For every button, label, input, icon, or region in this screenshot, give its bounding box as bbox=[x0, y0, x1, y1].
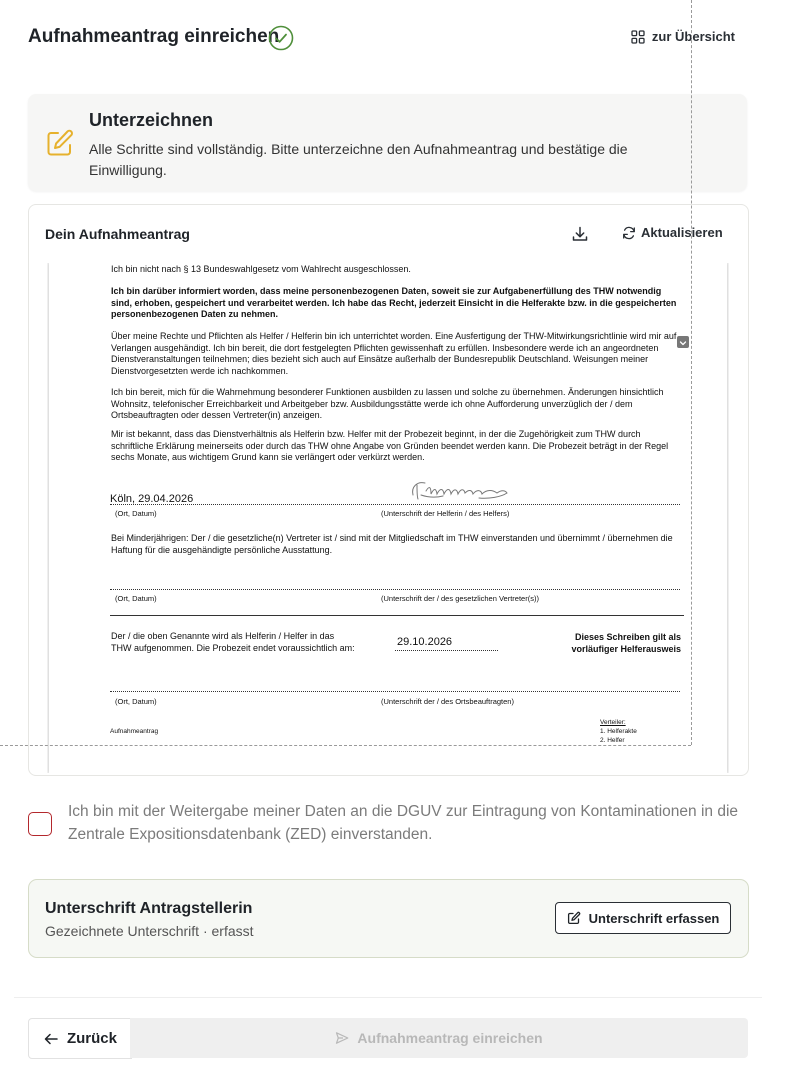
signature-line bbox=[110, 691, 680, 692]
sign-info-card bbox=[28, 94, 747, 191]
crop-guide-vertical bbox=[691, 0, 692, 745]
refresh-icon bbox=[622, 226, 636, 240]
signature-line bbox=[110, 504, 680, 505]
footer-divider bbox=[14, 997, 762, 998]
consent-row bbox=[28, 800, 748, 850]
signature-image bbox=[409, 477, 519, 503]
pdf-footer-label: Aufnahmeantrag bbox=[110, 728, 159, 735]
signature-line bbox=[110, 589, 680, 590]
probe-end-date: 29.10.2026 bbox=[397, 636, 453, 648]
document-heading: Dein Aufnahmeantrag bbox=[45, 226, 190, 242]
label-helper-signature: (Unterschrift der Helferin / des Helfers) bbox=[381, 509, 510, 518]
back-label: Zurück bbox=[66, 1030, 117, 1047]
edit-icon bbox=[567, 911, 581, 925]
pdf-paragraph: Ich bin nicht nach § 13 Bundeswahlgesetz vom Wahlrecht ausgeschlossen. bbox=[111, 264, 411, 274]
page-title: Aufnahmeantrag einreichen bbox=[28, 26, 280, 47]
label-place-date: (Ort, Datum) bbox=[115, 509, 157, 518]
overview-button[interactable] bbox=[631, 29, 735, 44]
capture-signature-label: Unterschrift erfassen bbox=[588, 910, 720, 926]
label-ob-signature: (Unterschrift der / des Ortsbeauftragten) bbox=[381, 697, 514, 706]
edit-icon bbox=[44, 127, 76, 159]
pdf-paragraph bbox=[111, 631, 411, 654]
valid-notice bbox=[571, 631, 681, 655]
accepted-line-2: THW aufgenommen. Die Probezeit endet voraussichtlich am: bbox=[111, 642, 355, 653]
refresh-button[interactable] bbox=[622, 225, 723, 240]
check-circle-icon bbox=[268, 25, 294, 51]
download-icon[interactable] bbox=[571, 225, 589, 243]
send-icon bbox=[335, 1031, 349, 1045]
grid-icon bbox=[631, 30, 645, 44]
page-header bbox=[28, 24, 748, 54]
chevron-down-icon[interactable] bbox=[677, 336, 689, 348]
label-place-date: (Ort, Datum) bbox=[115, 697, 157, 706]
pdf-paragraph: Ich bin darüber informiert worden, dass meine personenbezogenen Daten, soweit sie zur Aufgabenerfüllung des THW notwendig sind, erhoben, gespeichert und verarbeitet werden. Ich habe das Recht, jederzeit Einsicht in die Helferakte bzw. in die gespeicherten personenbezogenen Daten zu nehmen. bbox=[111, 286, 677, 319]
sign-card-description: Alle Schritte sind vollständig. Bitte unterzeichne den Aufnahmeantrag und bestätige die Einwilligung. bbox=[89, 141, 628, 178]
consent-text[interactable]: Ich bin mit der Weitergabe meiner Daten an die DGUV zur Eintragung von Kontaminationen in die Zentrale Expositionsdatenbank (ZED) einverstanden. bbox=[68, 803, 739, 843]
consent-checkbox[interactable] bbox=[28, 812, 52, 836]
back-button[interactable] bbox=[28, 1018, 132, 1059]
pdf-page bbox=[49, 263, 727, 773]
valid-line-2: vorläufiger Helferausweis bbox=[571, 644, 681, 654]
distribution-list bbox=[600, 718, 637, 745]
pdf-paragraph: Mir ist bekannt, dass das Dienstverhältnis als Helferin bzw. Helfer mit der Probezeit beginnt, in der die Zugehörigkeit zum THW durch schriftliche Erklärung meinerseits oder durch das THW ohne Angabe von Gründen beendet werden kann. Die Probezeit beträgt in der Regel sechs Monate, aus wichtigem Grund kann sie verlängert oder verkürzt werden. bbox=[111, 429, 669, 462]
section-divider bbox=[110, 615, 684, 616]
overview-label: zur Übersicht bbox=[651, 29, 735, 44]
signature-status: Gezeichnete Unterschrift · erfasst bbox=[45, 923, 254, 939]
signature-title: Unterschrift Antragstellerin bbox=[45, 900, 253, 917]
pdf-paragraph: Über meine Rechte und Pflichten als Helfer / Helferin bin ich unterrichtet worden. Eine Ausfertigung der THW-Mitwirkungsrichtlinie wird mir auf Verlangen ausgehändigt. Ich bin bereit, die dort festgelegten Pflichten gewissenhaft zu erfüllen. Insbesondere werde ich an angeordneten Dienstveranstaltungen teilnehmen; dies bezieht sich auch auf Einsätze außerhalb der Bundesrepublik Deutschland. Weisungen meiner Dienstvorgesetzten werde ich nachkommen. bbox=[111, 331, 677, 376]
submit-button[interactable] bbox=[130, 1018, 748, 1058]
pdf-viewer[interactable] bbox=[47, 263, 729, 773]
place-date-value: Köln, 29.04.2026 bbox=[110, 493, 194, 505]
label-legal-signature: (Unterschrift der / des gesetzlichen Vertreter(s)) bbox=[381, 594, 539, 603]
crop-guide-horizontal bbox=[0, 745, 691, 746]
distribution-title: Verteiler: bbox=[600, 719, 626, 726]
distribution-item: 2. Helfer bbox=[600, 737, 625, 744]
label-place-date: (Ort, Datum) bbox=[115, 594, 157, 603]
document-card bbox=[28, 204, 749, 776]
sign-card-title: Unterzeichnen bbox=[89, 110, 214, 130]
refresh-label: Aktualisieren bbox=[641, 225, 723, 240]
signature-card bbox=[28, 879, 749, 958]
distribution-item: 1. Helferakte bbox=[600, 728, 637, 735]
capture-signature-button[interactable] bbox=[555, 902, 731, 934]
pdf-paragraph: Bei Minderjährigen: Der / die gesetzliche(n) Vertreter ist / sind mit der Mitgliedschaft im THW einverstanden und übernimmt / übernehmen die Haftung für die ausgehändigte persönliche Ausstattung. bbox=[111, 533, 673, 555]
arrow-left-icon bbox=[43, 1031, 59, 1047]
date-line bbox=[395, 650, 498, 651]
pdf-paragraph: Ich bin bereit, mich für die Wahrnehmung besonderer Funktionen ausbilden zu lassen und solche zu übernehmen. Änderungen hinsichtlich Wohnsitz, telefonischer Erreichbarkeit und Arbeitgeber bzw. Ausbildungsstätte werde ich ohne Aufforderung unverzüglich der / dem Ortsbeauftragten oder dessen Vertreter(in) anzeigen. bbox=[111, 387, 664, 420]
submit-label: Aufnahmeantrag einreichen bbox=[357, 1030, 543, 1046]
accepted-line-1: Der / die oben Genannte wird als Helferin / Helfer in das bbox=[111, 631, 335, 641]
valid-line-1: Dieses Schreiben gilt als bbox=[574, 632, 681, 642]
